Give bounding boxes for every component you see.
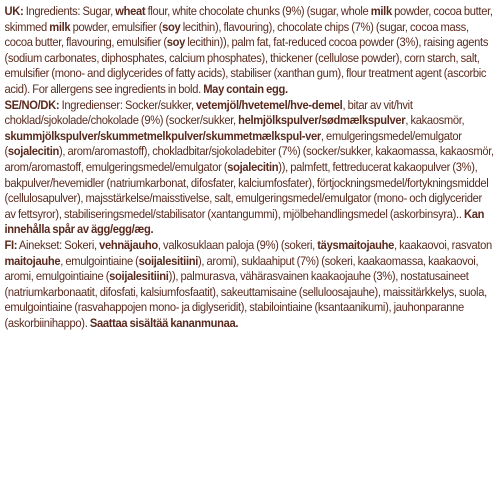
allergen-text: milk: [370, 4, 392, 18]
ingredient-text: ), arom/aromastoff), chokladbitar/sjokoladebiter (7%) (socker/sukker, kakaomassa, kakaosmör, arom/aromastoff, emulgeringsmedel/emulgator (: [4, 144, 494, 174]
ingredient-text: Ingredienser: Socker/sukker,: [59, 97, 197, 112]
ingredient-text: flour, white chocolate chunks (9%) (sugar, whole: [145, 4, 371, 18]
ingredient-text: powder, cocoa butter, skimmed: [4, 4, 493, 34]
ingredient-text: Ainekset: Sokeri,: [17, 237, 100, 252]
allergen-text: May contain egg.: [203, 81, 288, 96]
ingredient-text: , kakaosmör,: [405, 113, 465, 128]
allergen-text: Kan innehålla spår av ägg/egg/æg.: [4, 206, 485, 237]
allergen-text: soy: [162, 19, 181, 34]
allergen-text: helmjölkspulver/sødmælkspulver: [238, 113, 406, 128]
ingredient-text: , emulgeringsmedel/emulgator (: [4, 128, 462, 159]
section-fi: [5, 238, 495, 332]
ingredient-text: lecithin), flavouring), chocolate chips (7%) (sugar, cocoa mass, cocoa butter, flavouring, emulsifier (: [4, 19, 469, 50]
section-body-fi: [5, 238, 492, 330]
allergen-text: sojalecitin: [7, 144, 59, 159]
ingredient-text: )), palmurasva, vähärasvainen kaakaojauhe (3%), nostatusaineet (natriumkarbonaatit, difosfati, kalsiumfosfaatit), sakeuttamisaine (selluloosajauhe), maissitärkkelys, suola, emulgointiaine (rasvahappojen mono- ja diglyseridit), stabilointiaine (ksantaanikumi), jauhonparanne (askorbiinihappo).: [4, 269, 487, 330]
section-label-se-no-dk: SE/NO/DK:: [4, 97, 60, 112]
section-uk: [5, 4, 495, 98]
allergen-text: wheat: [115, 4, 146, 18]
allergen-text: skummjölkspulver/skummetmelkpulver/skummetmælkspul-ver: [4, 128, 321, 143]
ingredient-text: lecithin)), palm fat, fat-reduced cocoa powder (3%), raising agents (sodium carbonates, diphosphates, calcium phosphates), thickener (cellulose powder), corn starch, salt, emulsifier (mono- and diglycerides of fatty acids), stabiliser (xanthan gum), flour treatment agent (ascorbic acid). For allergens see ingredients in bold.: [4, 35, 489, 96]
allergen-text: soy: [166, 35, 186, 50]
allergen-text: täysmaitojauhe: [317, 237, 395, 252]
ingredient-text: powder, emulsifier (: [70, 19, 163, 34]
ingredient-text: , emulgointiaine (: [60, 253, 139, 268]
ingredient-text: )), palmfett, fettreducerat kakaopulver (3%), bakpulver/hevemidler (natriumkarbonat, difosfater, kalciumfosfater), förtjockningsmedel/fortykningsmiddel (cellulosapulver), majsstärkelse/maisstivelse, salt, emulgeringsmedel/emulgator (mono- och diglycerider av fettsyror), stabiliseringsmedel/stabilisator (xantangummi), mjölbehandlingsmedel (askorbinsyra)..: [4, 159, 489, 221]
allergen-text: milk: [49, 19, 71, 34]
allergen-text: vetemjöl/hvetemel/hve-demel: [196, 97, 343, 112]
section-body-uk: [5, 4, 493, 96]
section-label-uk: UK:: [4, 4, 24, 18]
allergen-text: sojalecitin: [227, 159, 279, 174]
allergen-text: soijalesitiini: [109, 269, 169, 284]
ingredient-text: , kaakaovoi, rasvaton: [394, 237, 492, 252]
section-se-no-dk: [5, 98, 495, 238]
allergen-text: vehnäjauho: [99, 237, 158, 252]
ingredient-text: Ingredients: Sugar,: [23, 4, 116, 18]
ingredient-text: , valkosuklaan paloja (9%) (sokeri,: [157, 237, 318, 252]
section-label-fi: FI:: [4, 237, 18, 252]
section-body-se-no-dk: [5, 98, 494, 237]
allergen-text: Saattaa sisältää kananmunaa.: [89, 315, 239, 330]
ingredient-text: , bitar av vit/hvit choklad/sjokolade/chokolade (9%) (socker/sukker,: [4, 97, 413, 128]
allergen-text: maitojauhe: [4, 253, 61, 268]
allergen-text: soijalesitiini: [138, 253, 199, 268]
ingredient-text: ), aromi), suklaahiput (7%) (sokeri, kaakaomassa, kaakaovoi, aromi, emulgointiaine (: [4, 253, 479, 284]
